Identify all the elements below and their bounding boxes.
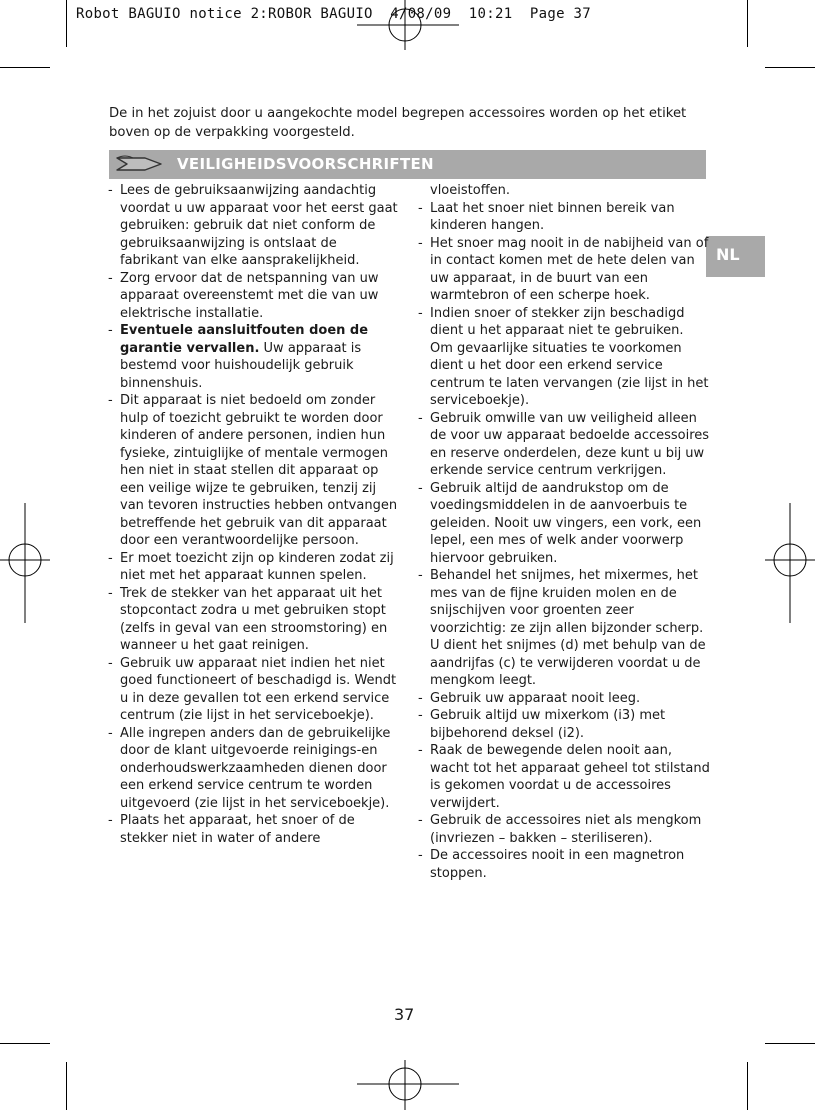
registration-mark-top-icon [357,0,459,50]
crop-mark-top-left [66,0,67,47]
left-column [108,182,398,847]
crop-mark-bottom-right-h [765,1043,815,1044]
list-item [108,812,398,847]
crop-mark-top-left-h [0,67,50,68]
list-item-text: Dit apparaat is niet bedoeld om zonder hulp of toezicht gebruikt te worden door kinderen of andere personen, indien hun fysieke, zintuiglijke of mentale vermogen hen niet in staat stellen dit apparaat op een veilige wijze te gebruiken, tenzij zij van tevoren instructies hebben ontvangen betreffende het gebruik van dit apparaat door een verantwoordelijke persoon. [120,393,398,548]
crop-mark-bottom-left [66,1062,67,1110]
list-item-text: Er moet toezicht zijn op kinderen zodat zij niet met het apparaat kunnen spelen. [120,550,394,583]
list-item: - Raak de bewegende delen nooit aan, wacht tot het apparaat geheel tot stilstand is gekomen voordat u de accessoires verwijdert. [418,742,710,812]
registration-mark-right-icon [765,503,815,623]
section-title: VEILIGHEIDSVOORSCHRIFTEN [177,155,434,173]
crop-mark-top-right-h [765,67,815,68]
registration-mark-left-icon [0,503,50,623]
list-item: - Gebruik altijd uw mixerkom (i3) met bijbehorend deksel (i2). [418,707,710,742]
list-item: - Laat het snoer niet binnen bereik van kinderen hangen. [418,200,710,235]
list-item: - Indien snoer of stekker zijn beschadigd dient u het apparaat niet te gebruiken. Om gevaarlijke situaties te voorkomen dient u het door een erkend service centrum te laten vervangen (zie lijst in het serviceboekje). [418,305,710,410]
list-item: - Gebruik omwille van uw veiligheid alleen de voor uw apparaat bedoelde accessoires en reserve onderdelen, deze kunt u bij uw erkende service centrum verkrijgen. [418,410,710,480]
list-item: - Gebruik uw apparaat nooit leeg. [418,690,710,708]
list-item-bold: Eventuele aansluitfouten doen de garantie vervallen. [120,323,369,356]
list-item: - De accessoires nooit in een magnetron stoppen. [418,847,710,882]
list-item-text: Gebruik uw apparaat niet indien het niet goed functioneert of beschadigd is. Wendt u in deze gevallen tot een erkend service centrum (zie lijst in het serviceboekje). [120,655,397,723]
crop-mark-bottom-left-h [0,1043,50,1044]
list-item [108,585,398,655]
continuation-text: vloeistoffen. [430,183,511,198]
right-column [418,182,710,882]
list-item [108,322,398,392]
list-item: - Behandel het snijmes, het mixermes, het mes van de fijne kruiden molen en de snijschijven voor groenten zeer voorzichtig: ze zijn allen bijzonder scherp. U dient het snijmes (d) met behulp van de aandrijfas (c) te verwijderen voordat u de mengkom leegt. [418,567,710,690]
list-item [108,725,398,813]
list-item-text: Uw apparaat is bestemd voor huishoudelijk gebruik binnenshuis. [120,340,362,391]
language-tab-label: NL [716,245,740,264]
language-tab [706,236,765,277]
list-item [108,550,398,585]
list-item [108,655,398,725]
list-item-text: Alle ingrepen anders dan de gebruikelijke door de klant uitgevoerde reinigings-en onderhoudswerkzaamheden dienen door een erkend service centrum te worden uitgevoerd (zie lijst in het serviceboekje). [120,725,391,811]
list-item: - Gebruik de accessoires niet als mengkom (invriezen – bakken – steriliseren). [418,812,710,847]
list-item [108,270,398,323]
list-item-text: Zorg ervoor dat de netspanning van uw apparaat overeenstemt met die van uw elektrische installatie. [120,270,379,321]
crop-mark-bottom-right [747,1062,748,1110]
list-item [108,392,398,550]
list-item-text: Trek de stekker van het apparaat uit het stopcontact zodra u met gebruiken stopt (zelfs in geval van een stroomstoring) en wanneer u het gaat reinigen. [120,585,388,653]
list-item: - Het snoer mag nooit in de nabijheid van of in contact komen met de hete delen van uw apparaat, in de buurt van een warmtebron of een scherpe hoek. [418,235,710,305]
registration-mark-bottom-icon [357,1060,459,1110]
crop-mark-top-right [747,0,748,47]
list-item-text: Lees de gebruiksaanwijzing aandachtig voordat u uw apparaat voor het eerst gaat gebruiken: gebruik dat niet conform de gebruiksaanwijzing is ontslaat de fabrikant van elke aansprakelijkheid. [120,183,398,268]
list-item [108,182,398,270]
intro-paragraph: De in het zojuist door u aangekochte model begrepen accessoires worden op het etiket boven op de verpakking voorgesteld. [109,106,687,140]
print-header: Robot BAGUIO notice 2:ROBOR BAGUIO 4/08/09 10:21 Page 37 [76,6,591,22]
list-item-text: Plaats het apparaat, het snoer of de stekker niet in water of andere [120,813,355,846]
page-number: 37 [394,1005,415,1024]
section-header [109,150,706,179]
list-item: - Gebruik altijd de aandrukstop om de voedingsmiddelen in de aanvoerbuis te geleiden. Nooit uw vingers, een vork, een lepel, een mes of welk ander voorwerp hiervoor gebruiken. [418,480,710,568]
right-list [418,200,710,883]
arrow-icon [115,152,169,176]
